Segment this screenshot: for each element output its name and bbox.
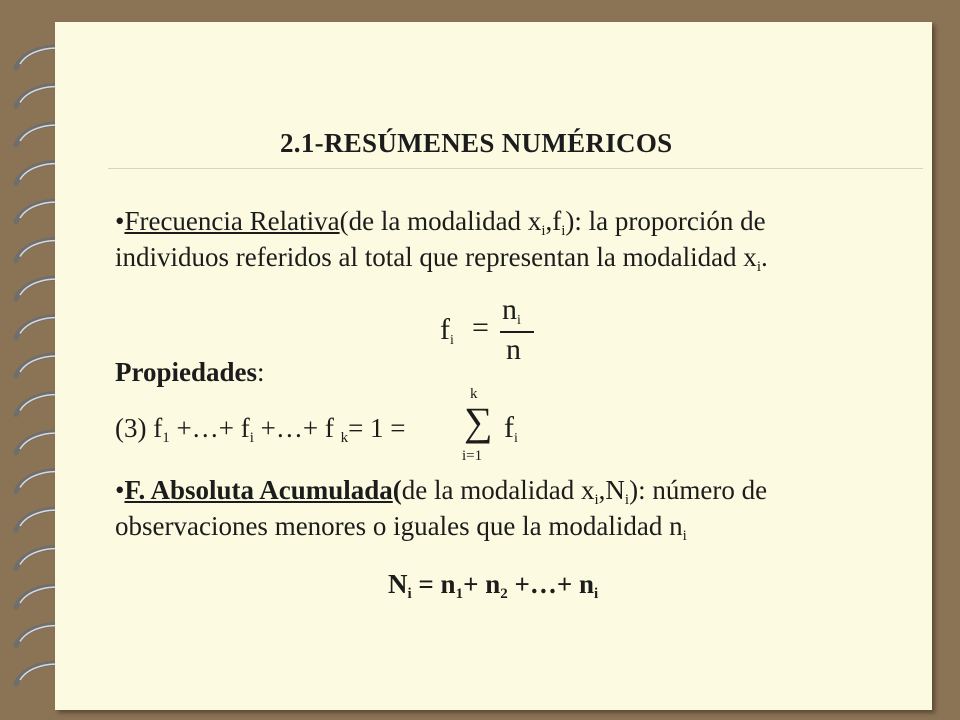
bullet: • — [115, 475, 125, 505]
bullet: • — [115, 206, 125, 236]
formula-equals: = — [472, 311, 489, 344]
relative-frequency-line2 — [115, 241, 768, 273]
subscript: i — [450, 333, 454, 348]
prop-text: +…+ f — [253, 413, 341, 443]
sum-upper-limit: k — [470, 386, 478, 402]
subscript: i — [624, 492, 630, 508]
subscript: i — [682, 528, 687, 544]
formula-f: f — [440, 313, 450, 346]
subscript: i — [517, 313, 521, 328]
formula-n: n — [502, 293, 517, 326]
prop-text: +…+ f — [169, 413, 250, 443]
desc-text: de la modalidad x — [401, 475, 595, 505]
slide-title: 2.1-RESÚMENES NUMÉRICOS — [280, 128, 673, 158]
property-3 — [115, 412, 406, 444]
desc-text: ,N — [598, 475, 625, 505]
title-divider — [108, 168, 923, 169]
subscript: 2 — [500, 586, 508, 602]
desc-text: ,f — [545, 206, 562, 236]
subscript: i — [594, 492, 599, 508]
cumulative-frequency-line2 — [115, 510, 687, 542]
sum-term — [504, 412, 518, 444]
desc-text: observaciones menores o iguales que la modalidad n — [115, 511, 683, 541]
bullet-cumulative-frequency — [115, 474, 767, 506]
desc-text: . — [760, 242, 768, 272]
paren: ( — [392, 475, 402, 505]
bullet-relative-frequency — [115, 205, 766, 237]
subscript: i — [756, 259, 761, 275]
subscript: 1 — [455, 586, 464, 602]
formula-text: + n — [463, 569, 501, 599]
subscript: i — [407, 586, 412, 602]
subscript: i — [594, 586, 599, 602]
sum-symbol: ∑ — [464, 399, 493, 444]
prop-text: = 1 = — [348, 413, 406, 443]
term-cumulative-frequency: F. Absoluta Acumulada — [124, 475, 393, 505]
formula-text: = n — [411, 569, 456, 599]
subscript: k — [340, 430, 349, 446]
colon: : — [257, 357, 265, 387]
formula-relative-frequency — [440, 293, 560, 366]
subscript: i — [249, 430, 254, 446]
formula-N: N — [388, 569, 408, 599]
prop-text: (3) f — [115, 413, 163, 443]
desc-text: ): la proporción de — [565, 206, 766, 236]
properties-label: Propiedades — [115, 357, 258, 387]
summation-formula — [462, 388, 542, 468]
desc-text: individuos referidos al total que representan la modalidad x — [115, 242, 757, 272]
formula-lhs — [440, 314, 454, 346]
subscript: i — [514, 431, 518, 446]
formula-cumulative — [388, 568, 598, 600]
term-relative-frequency: Frecuencia Relativa — [124, 206, 340, 236]
desc-text: ): número de — [629, 475, 768, 505]
subscript: i — [541, 223, 546, 239]
desc-text: de la modalidad x — [348, 206, 542, 236]
subscript: 1 — [162, 430, 170, 446]
paren: ( — [339, 206, 349, 236]
formula-numerator — [502, 294, 521, 326]
subscript: i — [561, 223, 566, 239]
formula-text: +…+ n — [507, 569, 595, 599]
sum-f: f — [504, 411, 514, 444]
sum-lower-limit: i=1 — [462, 448, 483, 464]
formula-denominator: n — [506, 333, 521, 366]
properties-heading — [115, 356, 265, 388]
